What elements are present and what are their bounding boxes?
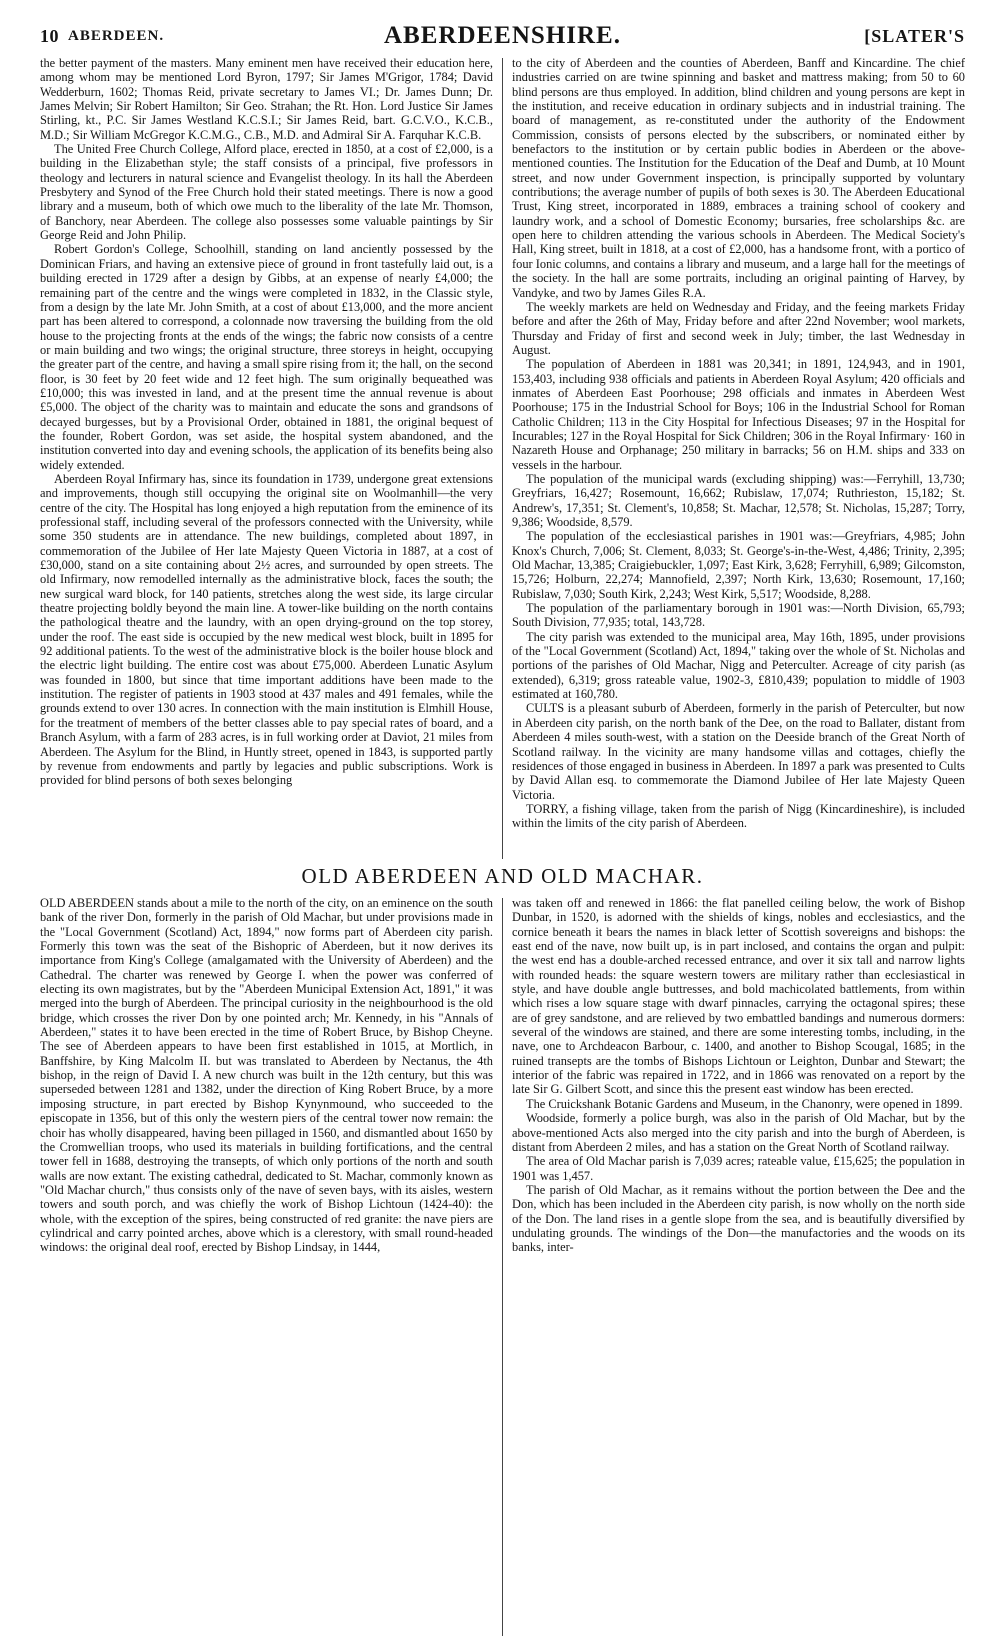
column-divider xyxy=(502,58,503,859)
paragraph: The population of the municipal wards (excluding shipping) was:—Ferryhill, 13,730; Greyfriars, 16,427; Rosemount, 16,662; Rubislaw, 17,074; Ruthrieston, 15,182; St. Andrew's, 17,351; St. Clement's, 10,858; St. Machar, 12,578; St. Nicholas, 15,287; Torry, 9,386; Woodside, 8,579. xyxy=(512,471,965,529)
top-columns xyxy=(40,56,965,859)
section-title: OLD ABERDEEN AND OLD MACHAR. xyxy=(301,864,704,888)
top-right-column xyxy=(512,56,965,859)
bottom-left-column xyxy=(40,896,493,1636)
bottom-columns xyxy=(40,896,965,1636)
running-head-left: ABERDEEN. xyxy=(68,28,165,44)
paragraph: The area of Old Machar parish is 7,039 acres; rateable value, £15,625; the population in 1901 was 1,457. xyxy=(512,1154,965,1183)
paragraph: The population of the ecclesiastical parishes in 1901 was:—Greyfriars, 4,985; John Knox's Church, 7,006; St. Clement, 8,033; St. George's-in-the-West, 4,486; Trinity, 2,395; Old Machar, 13,385; Craigiebuckler, 1,097; East Kirk, 3,628; Ferryhill, 6,989; Gilcomston, 15,726; Holburn, 22,274; Mannofield, 2,397; North Kirk, 13,630; Rosemount, 17,160; Rubislaw, 7,030; South Kirk, 2,243; West Kirk, 5,517; Woodside, 8,288. xyxy=(512,529,965,601)
page-title: ABERDEENSHIRE. xyxy=(384,22,621,49)
page-number: 10 xyxy=(40,26,59,46)
paragraph: The weekly markets are held on Wednesday and Friday, and the feeing markets Friday before and after the 26th of May, Friday before and after 22nd November; wool markets, Thursday and Friday of first and second week in July; timber, the last Wednesday in August. xyxy=(512,299,965,357)
paragraph: OLD ABERDEEN stands about a mile to the north of the city, on an eminence on the south bank of the river Don, formerly in the parish of Old Machar, but under provisions made in the "Local Government (Scotland) Act, 1894," now forms part of Aberdeen city parish. Formerly this town was the seat of the Bishopric of Aberdeen, but it now derives its importance from King's College (amalgamated with the University of Aberdeen) and the Cathedral. The charter was renewed by George I. when the power was conferred of electing its own magistrates, but by the "Aberdeen Municipal Extension Act, 1891," it was merged into the burgh of Aberdeen. The principal curiosity in the neighbourhood is the old bridge, which crosses the river Don by one pointed arch; Mr. Kennedy, in his "Annals of Aberdeen," states it to have been erected in the time of Robert Bruce, by Bishop Cheyne. The see of Aberdeen appears to have been first established in 1015, at Mortlich, in Banffshire, by King Malcolm II. but was translated to Aberdeen by Nectanus, the 4th bishop, in the reign of David I. A new church was built in the 12th century, but this was superseded between 1281 and 1382, under the direction of King Robert Bruce, by a more imposing structure, in part erected by Bishop Kynynmound, who succeeded to the episcopate in 1356, but of this only the western piers of the central tower now remain: the choir has wholly disappeared, having been pillaged in 1560, and dismantled about 1650 by the Cromwellian troops, who used its materials in building fortifications, and the central tower fell in 1688, destroying the transepts, of which only portions of the north and south walls are now extant. The existing cathedral, dedicated to St. Machar, commonly known as "Old Machar church," thus consists only of the nave of seven bays, with its aisles, western towers and south porch, and was chiefly the work of Bishop Lichtoun (1424-40): the whole, with the exception of the spires, being constructed of red granite: the nave piers are cylindrical and carry pointed arches, above which is a clerestory, with small round-headed windows: the original deal roof, erected by Bishop Lindsay, in 1444, xyxy=(40,896,493,1255)
page xyxy=(40,22,965,1636)
page-header xyxy=(40,22,965,56)
paragraph: TORRY, a fishing village, taken from the parish of Nigg (Kincardineshire), is included within the limits of the city parish of Aberdeen. xyxy=(512,801,965,831)
bottom-right-column xyxy=(512,896,965,1636)
column-divider xyxy=(502,898,503,1636)
paragraph: was taken off and renewed in 1866: the flat panelled ceiling below, the work of Bishop Dunbar, in 1520, is adorned with the shields of kings, nobles and ecclesiastics, and the cornice beneath it bears the names in black letter of Scottish sovereigns and bishops: the east end of the nave, now built up, is in part inclosed, and contains the organ and pulpit: the west end has a double-arched recessed entrance, and over it six tall and narrow lights with rounded heads: the square western towers are military rather than ecclesiastical in style, and have double angle buttresses, and bold machicolated battlements, from within which rises a low square stage with dwarf pinnacles, carrying the octagonal spires; these are of grey sandstone, and are relieved by two embattled bandings and numerous dormers: several of the windows are stained, and there are some interesting tombs, including, in the nave, one to Archdeacon Barbour, c. 1400, and another to Bishop Scougal, 1685; in the ruined transepts are the tombs of Bishops Lichtoun or Leighton, Dunbar and Stewart; the interior of the fabric was repaired in 1722, and in 1866 was renovated on a report by the late Sir G. Gilbert Scott, and since this the present east window has been erected. xyxy=(512,896,965,1097)
running-head-right: [SLATER'S xyxy=(864,26,965,46)
top-left-column xyxy=(40,56,493,859)
paragraph: The city parish was extended to the municipal area, May 16th, 1895, under provisions of the "Local Government (Scotland) Act, 1894," taking over the whole of St. Nicholas and portions of the parishes of Old Machar, Nigg and Peterculter. Acreage of city parish (as extended), 6,319; gross rateable value, 1902-3, £810,439; population to middle of 1903 estimated at 160,780. xyxy=(512,629,965,702)
paragraph: The parish of Old Machar, as it remains without the portion between the Dee and the Don, which has been included in the Aberdeen city parish, is now wholly on the north side of the Don. The land rises in a gentle slope from the sea, and is beautifully diversified by undulating grounds. The windings of the Don—the manufactories and the woods on its banks, inter- xyxy=(512,1182,965,1255)
paragraph: Aberdeen Royal Infirmary has, since its foundation in 1739, undergone great extensions and improvements, though still occupying the original site on Woolmanhill—the very centre of the city. The Hospital has long enjoyed a high reputation from the eminence of its professional staff, including several of the professors connected with the University, while some 350 students are in attendance. The new buildings, completed about 1897, in commemoration of the Jubilee of Her late Majesty Queen Victoria in 1887, at a cost of £30,000, stand on a site containing about 2½ acres, and surrounded by open streets. The old Infirmary, now remodelled internally as the administrative block, faces the south; the new surgical ward block, for 140 patients, stretches along the west side, its large circular theatre projecting boldly beyond the main line. A tower-like building on the north contains the pathological theatre and the laundry, with an open drying-ground on the top storey, under the roof. The east side is occupied by the new medical west block, built in 1895 for 92 additional patients. To the west of the administrative block is the boiler house block and the electric light building. The entire cost was about £75,000. Aberdeen Lunatic Asylum was founded in 1800, but since that time important additions have been made to the institution. The register of patients in 1903 stood at 437 males and 491 females, while the grounds extend to over 130 acres. In connection with the main institution is Elmhill House, for the treatment of members of the better classes able to pay special rates of board, and a Branch Asylum, with a farm of 283 acres, is in full working order at Daviot, 21 miles from Aberdeen. The Asylum for the Blind, in Huntly street, opened in 1843, is supported partly by revenue from endowments and partly by legacies and public subscriptions. Work is provided for blind persons of both sexes belonging xyxy=(40,471,493,788)
paragraph: The Cruickshank Botanic Gardens and Museum, in the Chanonry, were opened in 1899. xyxy=(526,1096,963,1111)
paragraph: The population of Aberdeen in 1881 was 20,341; in 1891, 124,943, and in 1901, 153,403, including 938 officials and patients in Aberdeen Royal Asylum; 420 officials and inmates of Aberdeen East Poorhouse; 298 officials and inmates in Aberdeen West Poorhouse; 175 in the Industrial School for Boys; 106 in the Industrial School for Roman Catholic Children; 113 in the City Hospital for Infectious Diseases; 97 in the Hospital for Incurables; 127 in the Royal Hospital for Sick Children; 306 in the Royal Infirmary· 160 in Nazareth House and Orphanage; 250 military in barracks; 56 on H.M. ships and 333 on vessels in the harbour. xyxy=(512,357,965,472)
paragraph: The United Free Church College, Alford place, erected in 1850, at a cost of £2,000, is a building in the Elizabethan style; the staff consists of a principal, five professors in theology and lecturers in natural science and Evangelist theology. In its hall the Aberdeen Presbytery and Synod of the Free Church hold their stated meetings. There is now a good library and a museum, both of which owe much to the liberality of the late Mr. Thomson, of Banchory, near Aberdeen. The college also possesses some valuable paintings by Sir George Reid and John Philip. xyxy=(40,142,493,243)
paragraph: Robert Gordon's College, Schoolhill, standing on land anciently possessed by the Dominican Friars, and having an extensive piece of ground in front tastefully laid out, is a building erected in 1729 after a design by Gibbs, at an expense of nearly £4,000; the remaining part of the centre and the wings were completed in 1832, in the Classic style, from a design by the late Mr. John Smith, at a cost of about £13,000, and the more ancient part has been altered to correspond, a colonnade now traversing the building from the old house to the projecting fronts at the ends of the wings; the fabric now consists of a centre or main building and two wings; the original structure, three storeys in height, occupying the greater part of the centre, and having a small spire rising from it; the hall, on the second floor, is 30 feet by 20 feet wide and 12 feet high. The sum originally bequeathed was £10,000; this was invested in land, and at the present time the annual revenue is about £5,000. The object of the charity was to maintain and educate the sons and grandsons of decayed burgesses, but by a Provisional Order, obtained in 1881, the original bequest of the founder, Robert Gordon, was set aside, the hospital system abandoned, and the institution converted into day and evening schools, the application of its benefits being also widely extended. xyxy=(40,242,493,472)
paragraph: The population of the parliamentary borough in 1901 was:—North Division, 65,793; South Division, 77,935; total, 143,728. xyxy=(512,601,965,630)
paragraph: CULTS is a pleasant suburb of Aberdeen, formerly in the parish of Peterculter, but now in Aberdeen city parish, on the north bank of the Dee, on the road to Ballater, distant from Aberdeen 4 miles south-west, with a station on the Deeside branch of the Great North of Scotland railway. In the vicinity are many handsome villas and cottages, chiefly the residences of those engaged in business in Aberdeen. In 1897 a park was presented to Cults by David Allan esq. to commemorate the Diamond Jubilee of Her late Majesty Queen Victoria. xyxy=(512,701,965,802)
paragraph: Woodside, formerly a police burgh, was also in the parish of Old Machar, but by the above-mentioned Acts also merged into the city parish and into the burgh of Aberdeen, is distant from Aberdeen 2 miles, and has a station on the Great North of Scotland railway. xyxy=(512,1111,965,1154)
paragraph: the better payment of the masters. Many eminent men have received their education here, among whom may be mentioned Lord Byron, 1797; Sir James M'Grigor, 1784; David Wedderburn, 1602; Thomas Reid, private secretary to James VI.; Dr. James Dunn; Dr. James Melvin; Sir Robert Hamilton; Sir Geo. Strahan; the Rt. Hon. Lord Justice Sir James Stirling, kt., P.C. Sir James Westland K.C.S.I.; Sir James Reid, bart. G.C.V.O., K.C.B., M.D.; Sir William McGregor K.C.M.G., C.B., M.D. and Admiral Sir A. Farquhar K.C.B. xyxy=(40,56,493,142)
paragraph: to the city of Aberdeen and the counties of Aberdeen, Banff and Kincardine. The chief industries carried on are twine spinning and basket and mattress making; from 50 to 60 blind persons are thus employed. In addition, blind children and young persons are kept in the institution, and receive education in ordinary subjects and in industrial training. The board of management, as re-constituted under the authority of the Endowment Commission, consists of persons elected by the subscribers, or nominated either by benefactors to the institution or by certain public bodies in Aberdeen or the above-mentioned counties. The Institution for the Education of the Deaf and Dumb, at 10 Mount street, and now under Government inspection, is principally supported by voluntary contributions; the average number of pupils of both sexes is 30. The Aberdeen Educational Trust, King street, incorporated in 1889, embraces a training school of cookery and laundry work, and a school of Domestic Economy; bursaries, free scholarships &c. are open here to children attending the various schools in Aberdeen. The Medical Society's Hall, King street, built in 1818, at a cost of £2,000, has a handsome front, with a portico of four Ionic columns, and contains a library and museum, and a large hall for the meetings of the society. In the hall are some portraits, including an original painting of Harvey, by Vandyke, and two by James Giles R.A. xyxy=(512,56,965,300)
